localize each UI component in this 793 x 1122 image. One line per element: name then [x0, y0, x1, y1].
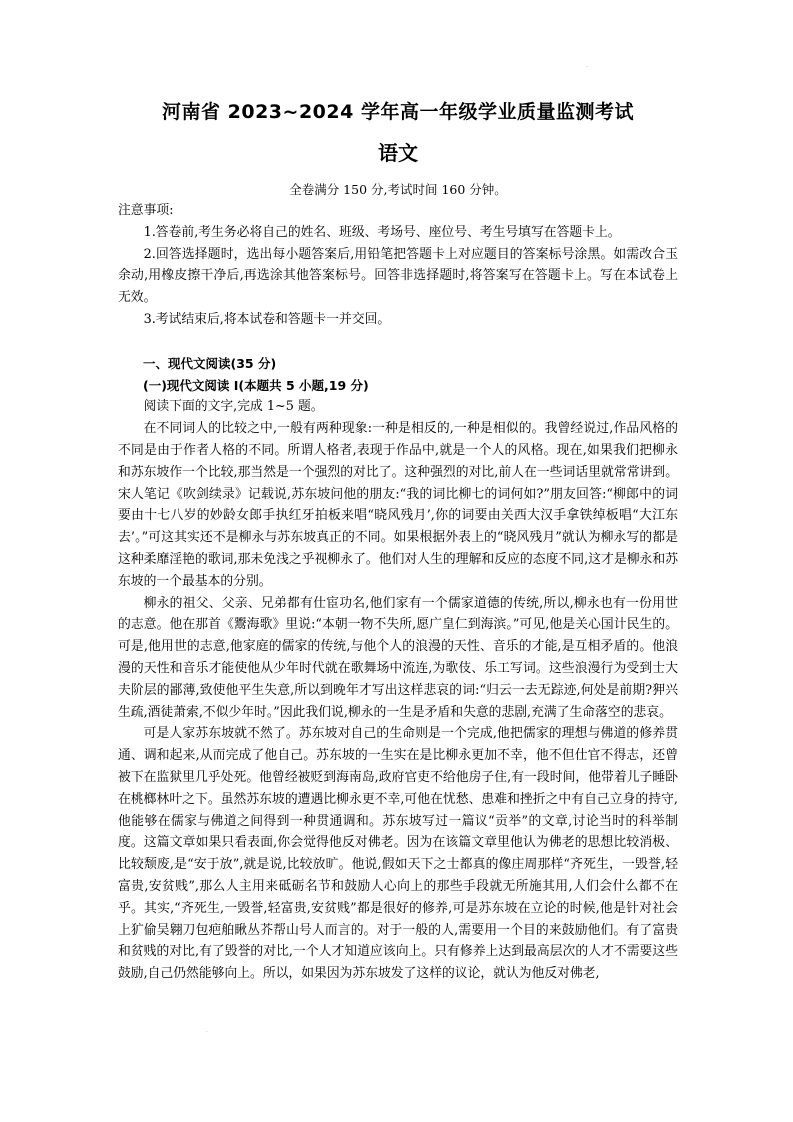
- exam-page: [118, 98, 678, 985]
- corner-mark: .: [586, 62, 588, 69]
- footer-mark: .: [206, 1027, 208, 1034]
- section-heading: 一、现代文阅读(35 分): [143, 355, 277, 371]
- notice-title: 注意事项:: [118, 203, 174, 218]
- passage-paragraph-1: 在不同词人的比较之中,一般有两种现象:一种是相反的,一种是相似的。我曾经说过,作品风格的不同是由于作者人格的不同。所谓人格者,表现于作品中,就是一个人的风格。现在,如果我们把柳永和苏东坡作一个比较,那当然是一个强烈的对比了。这种强烈的对比,前人在一些词话里就常常讲到。宋人笔记《吹剑续录》记载说,苏东坡问他的朋友:“我的词比柳七的词何如?”朋友回答:“柳郎中的词要由十七八岁的妙龄女郎手执红牙拍板来唱“晓风残月’,你的词要由关西大汉手拿铁绰板唱“大江东去’。”可这其实还不是柳永与苏东坡真正的不同。如果根据外表上的“晓风残月”就认为柳永写的都是这种柔靡淫艳的歌词,那未免浅之乎视柳永了。他们对人生的理解和反应的态度不同,这才是柳永和苏东坡的一个最基本的分别。: [118, 421, 678, 589]
- subject-title: 语文: [378, 141, 418, 165]
- spacer: [118, 331, 678, 353]
- passage-paragraph-2: 柳永的祖父、父亲、兄弟都有仕宦功名,他们家有一个儒家道德的传统,所以,柳永也有一份用世的志意。他在那首《鬻海歌》里说:“本朝一物不失所,愿广皇仁到海滨。”可见,他是关心国计民生的。可是,他用世的志意,他家庭的儒家的传统,与他个人的浪漫的天性、音乐的才能,是互相矛盾的。他浪漫的天性和音乐才能使他从少年时代就在歌舞场中流连,为歌伎、乐工写词。这些浪漫行为受到士大夫阶层的鄙薄,致使他平生失意,所以到晚年才写出这样悲哀的词:“归云一去无踪迹,何处是前期?狎兴生疏,酒徒萧索,不似少年时。”因此我们说,柳永的一生是矛盾和失意的悲剧,充满了生命落空的悲哀。: [118, 595, 678, 720]
- notice-item-3: 3.考试结束后,将本试卷和答题卡一并交回。: [143, 311, 391, 327]
- passage-paragraph-3: 可是人家苏东坡就不然了。苏东坡对自己的生命则是一个完成,他把儒家的理想与佛道的修养贯通、调和起来,从而完成了他自己。苏东坡的一生实在是比柳永更加不幸，他不但仕官不得志，还曾被下在监狱里几乎处死。他曾经被贬到海南岛,政府官吏不给他房子住,有一段时间，他带着儿子睡卧在桃榔林叶之下。虽然苏东坡的遭遇比柳永更不幸,可他在忧愁、患难和挫折之中有自己立身的持守,他能够在儒家与佛道之间得到一种贯通调和。苏东坡写过一篇议“贡举”的文章,讨论当时的科举制度。这篇文章如果只看表面,你会觉得他反对佛老。因为在该篇文章里他认为佛老的思想比较消极、比较颓废,是“安于放”,就是说,比较放旷。他说,假如天下之士都真的像庄周那样“齐死生，一毁誉,轻富贵,安贫贱”,那么人主用来砥砺名节和鼓励人心向上的那些手段就无所施其用,人们会什么都不在乎。其实,“齐死生,一毁誉,轻富贵,安贫贱”都是很好的修养,可是苏东坡在立论的时候,他是针对社会上犷偷吴翱刀包疤舶瞅丛芥帮山号人而言的。对于一般的人,需要用一个目的来鼓励他们。有了富贵和贫贱的对比,有了毁誉的对比,一个人才知道应该向上。只有修养上达到最高层次的人才不需要这些鼓励,自己仍然能够向上。所以，如果因为苏东坡发了这样的议论，就认为他反对佛老,: [118, 726, 678, 982]
- score-info: 全卷满分 150 分,考试时间 160 分钟。: [289, 182, 507, 197]
- exam-title: 河南省 2023~2024 学年高一年级学业质量监测考试: [162, 101, 634, 123]
- section-subheading: (一)现代文阅读 I(本题共 5 小题,19 分): [143, 377, 369, 393]
- reading-instruction: 阅读下面的文字,完成 1~5 题。: [143, 399, 324, 415]
- notice-item-2: 2.回答选择题时，选出每小题答案后,用铅笔把答题卡上对应题目的答案标号涂黑。如需改合玉余动,用橡皮擦干净后,再选涂其他答案标号。回答非选择题时,将答案写在答题卡上。写在本试卷上无效。: [118, 246, 678, 306]
- section-modern-reading: [118, 353, 678, 985]
- notice-item-1: 1.答卷前,考生务必将自己的姓名、班级、考场号、座位号、考生号填写在答题卡上。: [143, 224, 621, 240]
- notice-block: [118, 200, 678, 331]
